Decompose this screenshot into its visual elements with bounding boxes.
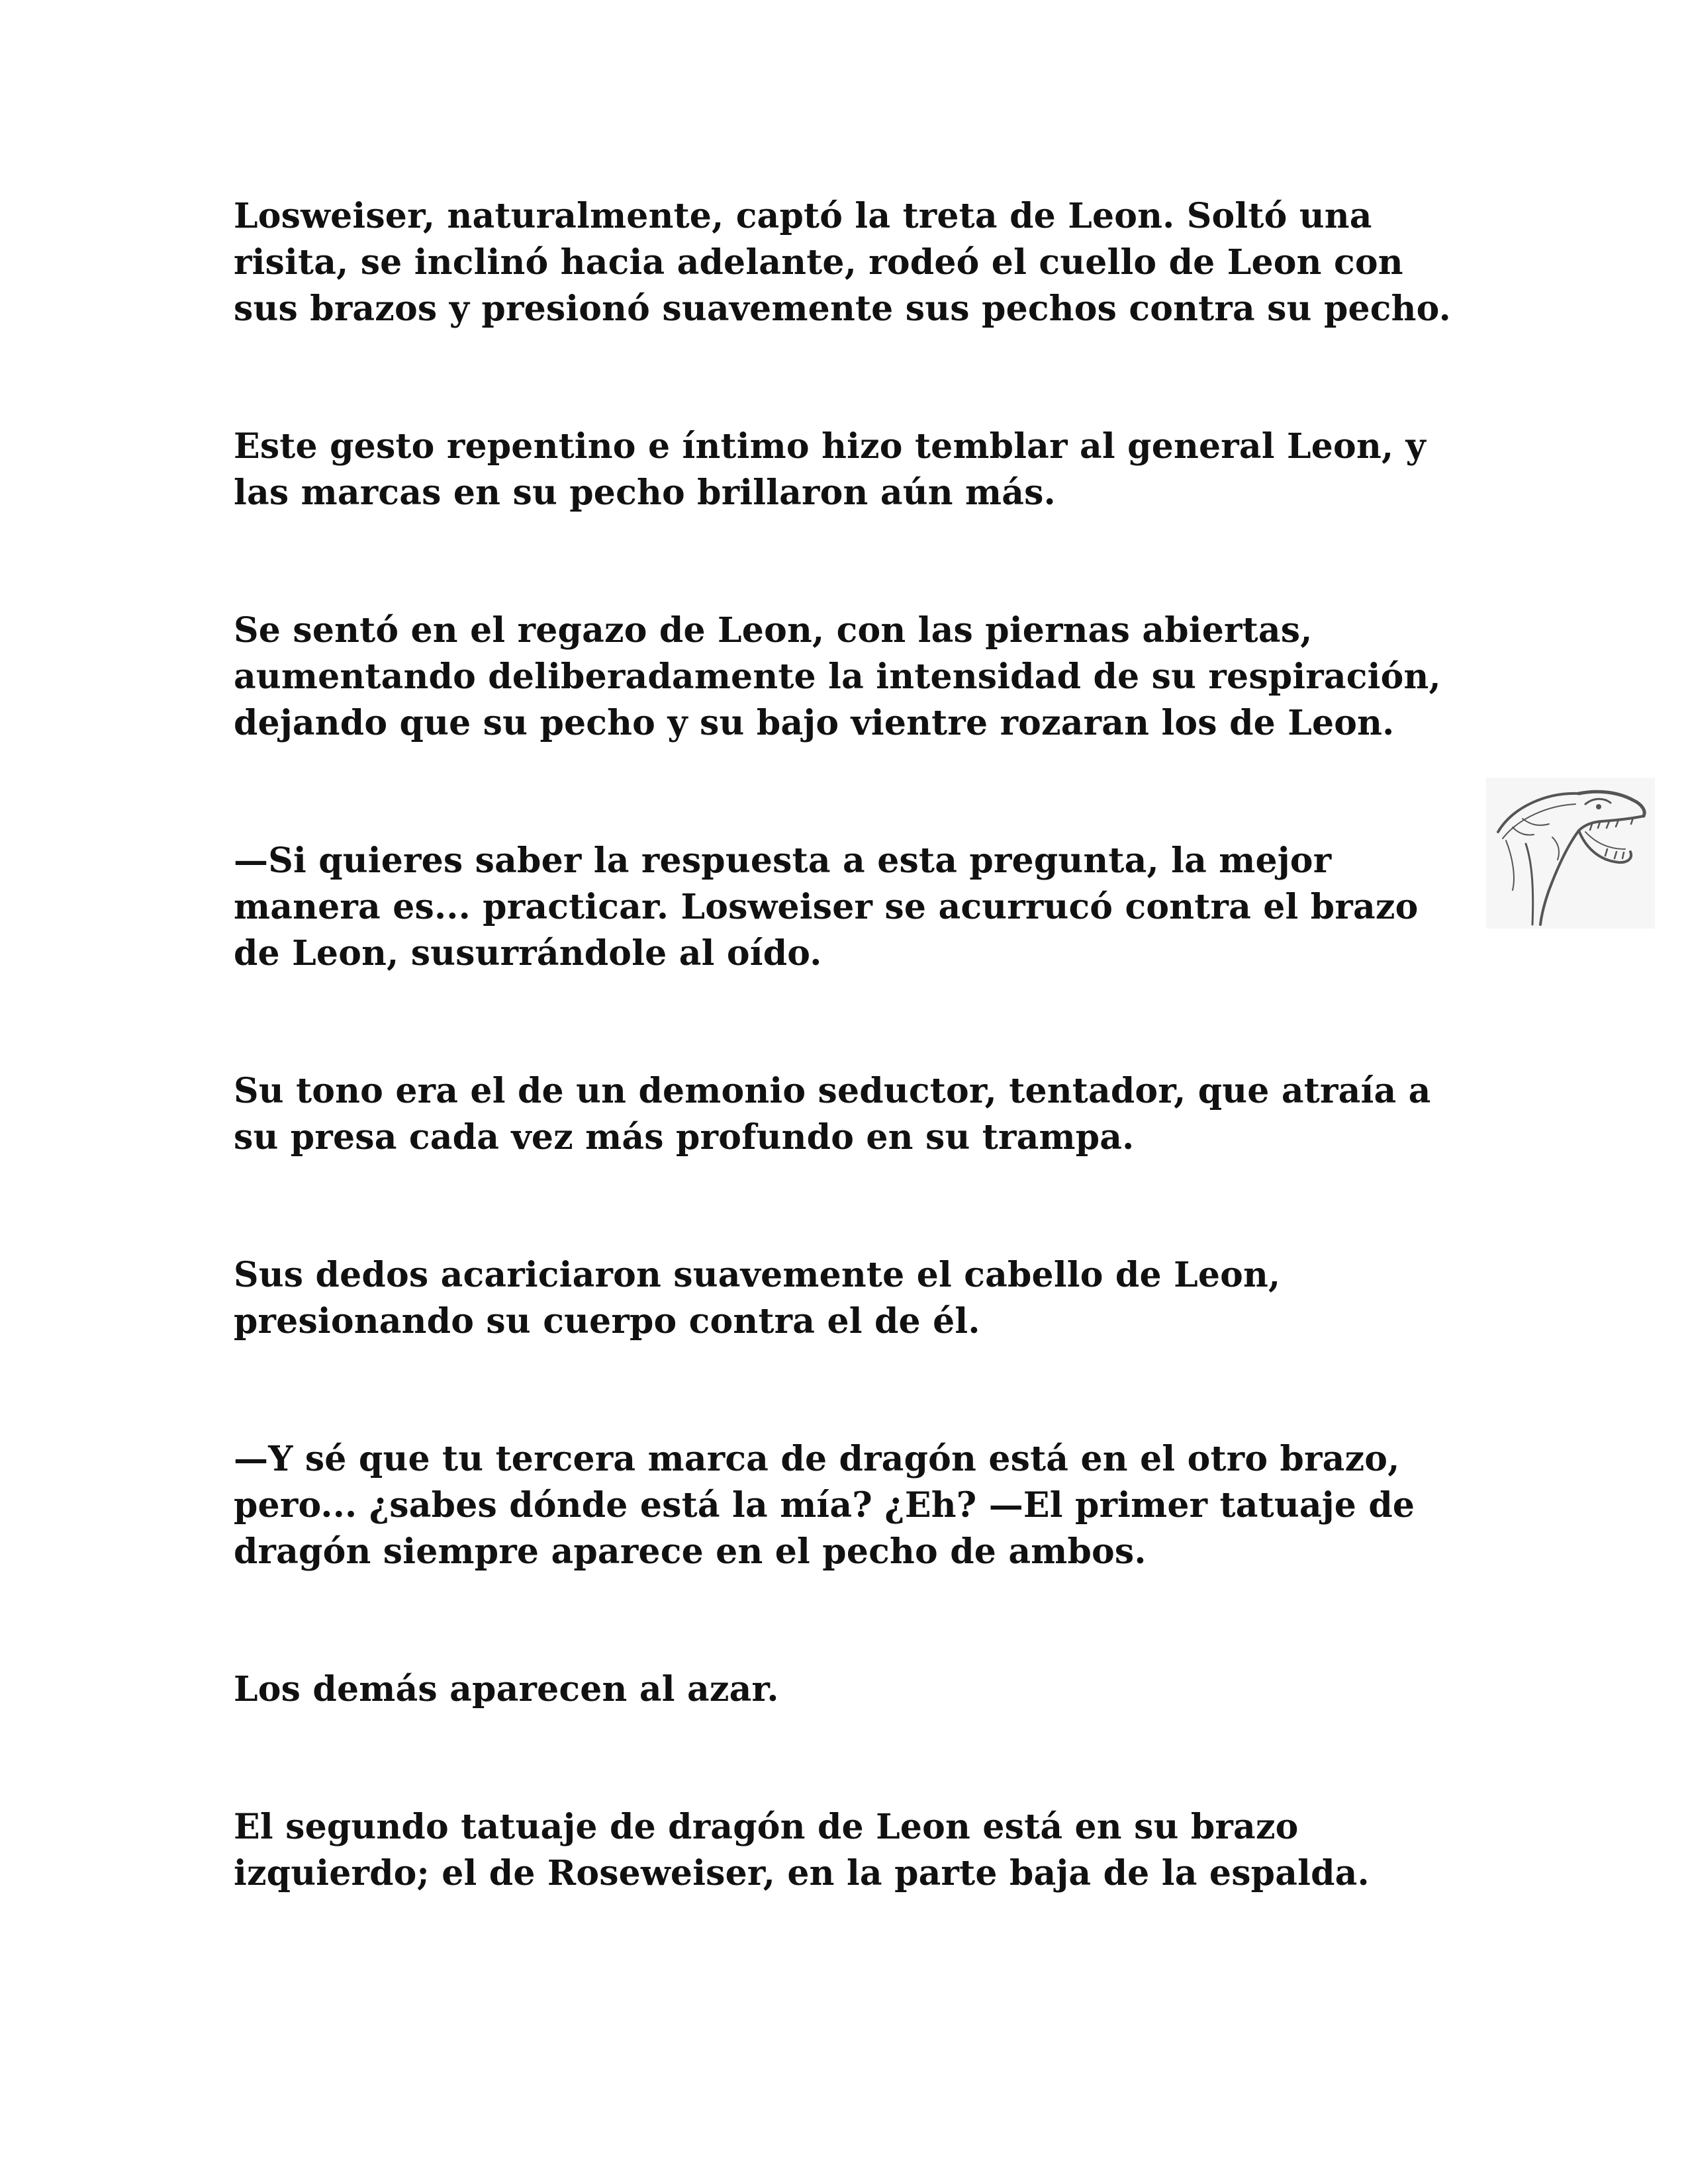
paragraph-9: El segundo tatuaje de dragón de Leon está en su brazo izquierdo; el de Roseweiser, en la parte baja de la espalda. (234, 1807, 1370, 1893)
paragraph-4: —Si quieres saber la respuesta a esta pregunta, la mejor manera es... practicar. Losweiser se acurrucó contra el brazo de Leon, susurrándole al oído. (234, 841, 1419, 974)
paragraph-5: Su tono era el de un demonio seductor, tentador, que atraía a su presa cada vez más profundo en su trampa. (234, 1071, 1431, 1158)
paragraph-8: Los demás aparecen al azar. (234, 1669, 779, 1709)
paragraph-3: Se sentó en el regazo de Leon, con las piernas abiertas, aumentando deliberadamente la intensidad de su respiración, dejando que su pecho y su bajo vientre rozaran los de Leon. (234, 610, 1441, 743)
paragraph-1: Losweiser, naturalmente, captó la treta de Leon. Soltó una risita, se inclinó hacia adelante, rodeó el cuello de Leon con sus brazos y presionó suavemente sus pechos contra su pecho. (234, 196, 1451, 329)
paragraph-6: Sus dedos acariciaron suavemente el cabello de Leon, presionando su cuerpo contra el de él. (234, 1255, 1281, 1342)
dinosaur-head-sketch-icon (1486, 778, 1655, 929)
text-column (234, 193, 1478, 1988)
paragraph-7: —Y sé que tu tercera marca de dragón está en el otro brazo, pero... ¿sabes dónde está la mía? ¿Eh? —El primer tatuaje de dragón siempre aparece en el pecho de ambos. (234, 1439, 1415, 1572)
paragraph-2: Este gesto repentino e íntimo hizo temblar al general Leon, y las marcas en su pecho brillaron aún más. (234, 426, 1426, 513)
